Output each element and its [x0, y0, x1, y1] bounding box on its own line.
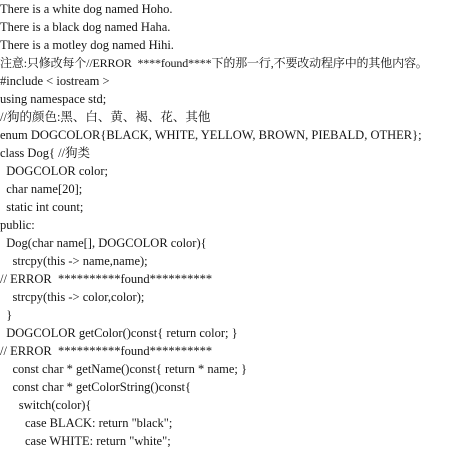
code-line-case-black: case BLACK: return "black";: [0, 416, 173, 430]
code-line-enum: enum DOGCOLOR{BLACK, WHITE, YELLOW, BROWN, PIEBALD, OTHER};: [0, 128, 422, 142]
code-line-switch: switch(color){: [0, 398, 92, 412]
code-line-get-name: const char * getName()const{ return * name; }: [0, 362, 247, 376]
code-error-marker-2: // ERROR **********found**********: [0, 344, 213, 358]
code-line-case-white: case WHITE: return "white";: [0, 434, 171, 448]
instruction-note: 注意:只修改每个//ERROR ****found****下的那一行,不要改动程序中的其他内容。: [0, 56, 428, 70]
code-line-namespace: using namespace std;: [0, 92, 107, 106]
code-line-get-color: DOGCOLOR getColor()const{ return color; }: [0, 326, 238, 340]
output-line-3: There is a motley dog named Hihi.: [0, 38, 174, 52]
code-line-color-member: DOGCOLOR color;: [0, 164, 108, 178]
code-line-count-member: static int count;: [0, 200, 84, 214]
code-line-strcpy-color: strcpy(this -> color,color);: [0, 290, 145, 304]
code-line-name-member: char name[20];: [0, 182, 83, 196]
code-line-class: class Dog{ //狗类: [0, 146, 91, 160]
code-line-close-brace: }: [0, 308, 13, 322]
code-line-strcpy-name: strcpy(this -> name,name);: [0, 254, 148, 268]
output-line-1: There is a white dog named Hoho.: [0, 2, 173, 16]
code-line-get-color-string: const char * getColorString()const{: [0, 380, 192, 394]
output-line-2: There is a black dog named Haha.: [0, 20, 171, 34]
code-error-marker-1: // ERROR **********found**********: [0, 272, 213, 286]
code-comment-colors: //狗的颜色:黑、白、黄、褐、花、其他: [0, 110, 211, 124]
code-line-constructor: Dog(char name[], DOGCOLOR color){: [0, 236, 207, 250]
code-line-public: public:: [0, 218, 35, 232]
code-line-include: #include < iostream >: [0, 74, 110, 88]
